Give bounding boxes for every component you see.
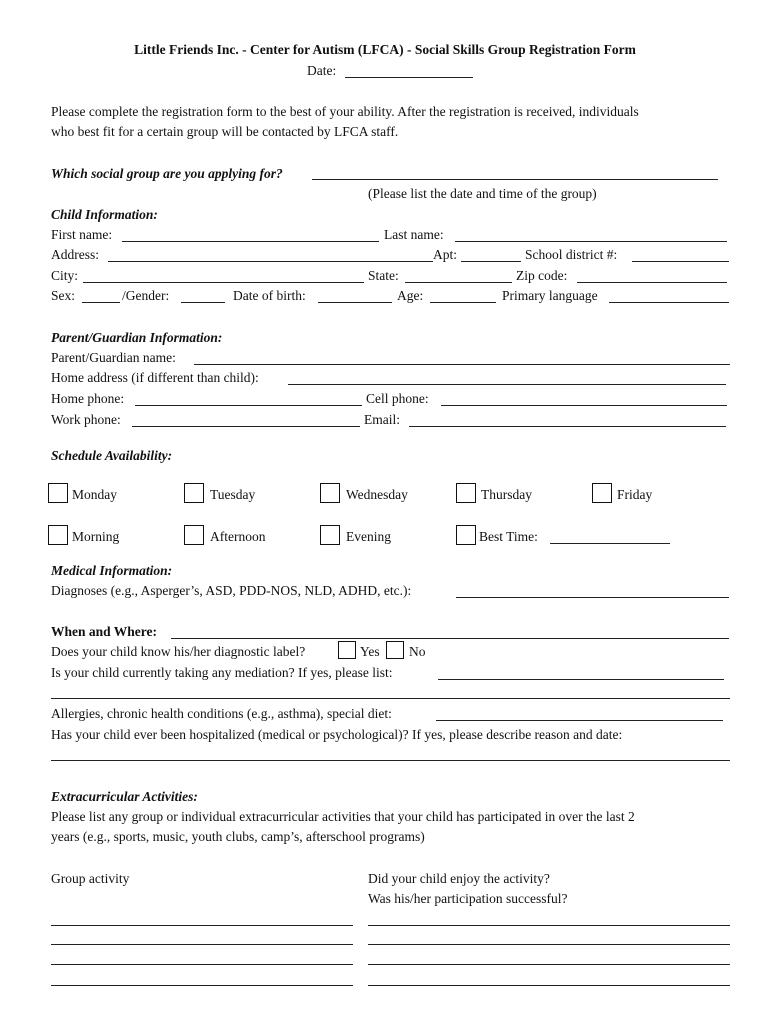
first-name-field[interactable] <box>122 241 379 242</box>
activity-field-3[interactable] <box>51 964 353 965</box>
dob-field[interactable] <box>318 302 392 303</box>
gender-field[interactable] <box>181 302 225 303</box>
city-field[interactable] <box>83 282 364 283</box>
medication-field[interactable] <box>438 679 724 680</box>
zip-label: Zip code: <box>516 268 568 283</box>
yes-label: Yes <box>360 644 380 659</box>
afternoon-label: Afternoon <box>210 529 266 544</box>
friday-label: Friday <box>617 487 653 502</box>
medication-label: Is your child currently taking any mediation? If yes, please list: <box>51 665 393 680</box>
diagnostic-label-question: Does your child know his/her diagnostic label? <box>51 644 306 659</box>
diagnoses-field[interactable] <box>456 597 729 598</box>
monday-checkbox[interactable] <box>48 483 68 503</box>
diagnoses-label: Diagnoses (e.g., Asperger’s, ASD, PDD-NOS, NLD, ADHD, etc.): <box>51 583 412 598</box>
dob-label: Date of birth: <box>233 288 306 303</box>
home-phone-field[interactable] <box>135 405 362 406</box>
group-activity-label: Group activity <box>51 871 130 886</box>
intro-line-2: who best fit for a certain group will be contacted by LFCA staff. <box>51 124 399 139</box>
city-label: City: <box>51 268 79 283</box>
parent-heading: Parent/Guardian Information: <box>51 330 223 345</box>
school-district-field[interactable] <box>632 261 729 262</box>
allergies-field[interactable] <box>436 720 723 721</box>
work-phone-field[interactable] <box>132 426 360 427</box>
work-phone-label: Work phone: <box>51 412 121 427</box>
morning-checkbox[interactable] <box>48 525 68 545</box>
sex-label: Sex: <box>51 288 76 303</box>
sex-field[interactable] <box>82 302 120 303</box>
last-name-field[interactable] <box>455 241 727 242</box>
parent-name-label: Parent/Guardian name: <box>51 350 176 365</box>
activity-field-4[interactable] <box>51 985 353 986</box>
form-title: Little Friends Inc. - Center for Autism (LFCA) - Social Skills Group Registration Form <box>134 42 636 57</box>
medical-heading: Medical Information: <box>51 563 173 578</box>
best-time-checkbox[interactable] <box>456 525 476 545</box>
yes-checkbox[interactable] <box>338 641 356 659</box>
extracurricular-line-2: years (e.g., sports, music, youth clubs, camp’s, afterschool programs) <box>51 829 425 844</box>
cell-phone-label: Cell phone: <box>366 391 429 406</box>
email-field[interactable] <box>409 426 726 427</box>
first-name-label: First name: <box>51 227 113 242</box>
primary-language-label: Primary language <box>502 288 598 303</box>
address-field[interactable] <box>108 261 433 262</box>
group-hint: (Please list the date and time of the group) <box>368 186 597 201</box>
date-field[interactable] <box>345 77 473 78</box>
monday-label: Monday <box>72 487 117 502</box>
intro-line-1: Please complete the registration form to the best of your ability. After the registration is received, individuals <box>51 104 639 119</box>
extracurricular-heading: Extracurricular Activities: <box>51 789 198 804</box>
last-name-label: Last name: <box>384 227 444 242</box>
no-label: No <box>409 644 426 659</box>
best-time-field[interactable] <box>550 543 670 544</box>
when-where-field[interactable] <box>171 638 729 639</box>
hospitalized-label: Has your child ever been hospitalized (medical or psychological)? If yes, please describe reason and date: <box>51 727 623 742</box>
school-district-label: School district #: <box>525 247 618 262</box>
age-label: Age: <box>397 288 424 303</box>
extracurricular-line-1: Please list any group or individual extracurricular activities that your child has participated in over the last 2 <box>51 809 635 824</box>
activity-response-field-1[interactable] <box>368 925 730 926</box>
apt-label: Apt: <box>433 247 458 262</box>
home-address-field[interactable] <box>288 384 726 385</box>
age-field[interactable] <box>430 302 496 303</box>
successful-label: Was his/her participation successful? <box>368 891 568 906</box>
activity-field-2[interactable] <box>51 944 353 945</box>
activity-response-field-4[interactable] <box>368 985 730 986</box>
wednesday-label: Wednesday <box>346 487 408 502</box>
no-checkbox[interactable] <box>386 641 404 659</box>
enjoy-label: Did your child enjoy the activity? <box>368 871 550 886</box>
activity-response-field-3[interactable] <box>368 964 730 965</box>
medication-field-2[interactable] <box>51 698 730 699</box>
activity-response-field-2[interactable] <box>368 944 730 945</box>
home-phone-label: Home phone: <box>51 391 125 406</box>
thursday-checkbox[interactable] <box>456 483 476 503</box>
evening-checkbox[interactable] <box>320 525 340 545</box>
gender-label: /Gender: <box>122 288 170 303</box>
allergies-label: Allergies, chronic health conditions (e.g., asthma), special diet: <box>51 706 392 721</box>
thursday-label: Thursday <box>481 487 532 502</box>
morning-label: Morning <box>72 529 120 544</box>
apt-field[interactable] <box>461 261 521 262</box>
activity-field-1[interactable] <box>51 925 353 926</box>
home-address-label: Home address (if different than child): <box>51 370 259 385</box>
cell-phone-field[interactable] <box>441 405 727 406</box>
child-heading: Child Information: <box>51 207 158 222</box>
tuesday-checkbox[interactable] <box>184 483 204 503</box>
date-label: Date: <box>307 63 337 78</box>
best-time-label: Best Time: <box>479 529 538 544</box>
schedule-heading: Schedule Availability: <box>51 448 173 463</box>
when-where-label: When and Where: <box>51 624 158 639</box>
hospitalized-field[interactable] <box>51 760 730 761</box>
tuesday-label: Tuesday <box>210 487 256 502</box>
state-label: State: <box>368 268 399 283</box>
address-label: Address: <box>51 247 99 262</box>
parent-name-field[interactable] <box>194 364 730 365</box>
wednesday-checkbox[interactable] <box>320 483 340 503</box>
afternoon-checkbox[interactable] <box>184 525 204 545</box>
email-label: Email: <box>364 412 400 427</box>
primary-language-field[interactable] <box>609 302 729 303</box>
friday-checkbox[interactable] <box>592 483 612 503</box>
state-field[interactable] <box>405 282 512 283</box>
group-question: Which social group are you applying for? <box>51 166 283 181</box>
evening-label: Evening <box>346 529 391 544</box>
group-field[interactable] <box>312 179 718 180</box>
zip-field[interactable] <box>577 282 727 283</box>
